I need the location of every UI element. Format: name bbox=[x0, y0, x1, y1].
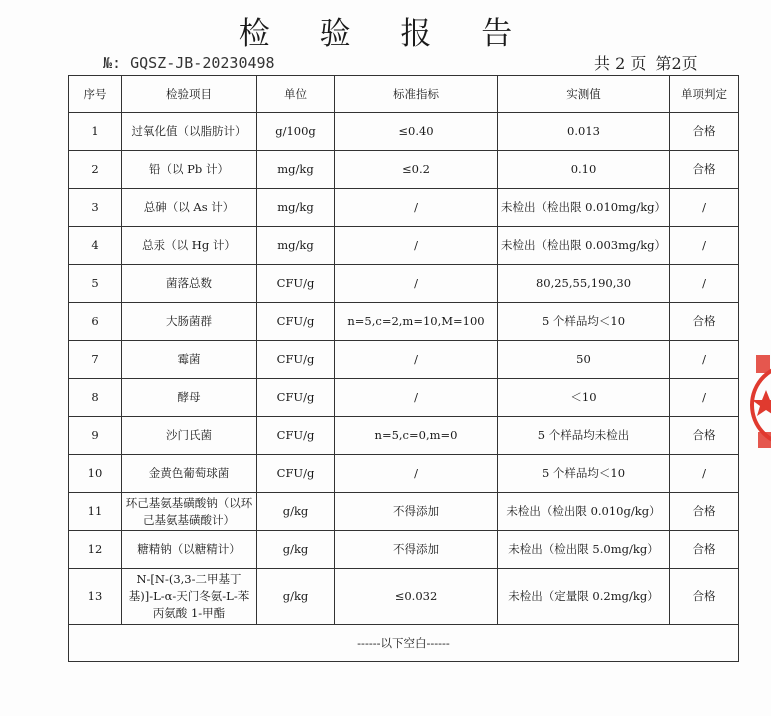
header-seq: 序号 bbox=[69, 76, 122, 113]
cell-item: N-[N-(3,3-二甲基丁基)]-L-α-天门冬氨-L-苯丙氨酸 1-甲酯 bbox=[122, 569, 257, 625]
table-row bbox=[69, 303, 739, 341]
current-page: 第2页 bbox=[655, 54, 698, 73]
cell-unit: CFU/g bbox=[257, 379, 335, 417]
cell-seq: 1 bbox=[69, 113, 122, 151]
cell-item: 铅（以 Pb 计） bbox=[122, 151, 257, 189]
cell-judgment: 合格 bbox=[670, 417, 739, 455]
cell-unit: CFU/g bbox=[257, 455, 335, 493]
cell-seq: 9 bbox=[69, 417, 122, 455]
page-info bbox=[590, 51, 698, 74]
cell-judgment: / bbox=[670, 379, 739, 417]
cell-seq: 5 bbox=[69, 265, 122, 303]
header-unit: 单位 bbox=[257, 76, 335, 113]
cell-seq: 3 bbox=[69, 189, 122, 227]
cell-judgment: 合格 bbox=[670, 303, 739, 341]
cell-unit: g/100g bbox=[257, 113, 335, 151]
report-title: 检 验 报 告 bbox=[238, 16, 533, 52]
cell-judgment: / bbox=[670, 227, 739, 265]
cell-item: 霉菌 bbox=[122, 341, 257, 379]
cell-item: 沙门氏菌 bbox=[122, 417, 257, 455]
cell-item: 总砷（以 As 计） bbox=[122, 189, 257, 227]
cell-unit: g/kg bbox=[257, 493, 335, 531]
cell-unit: mg/kg bbox=[257, 227, 335, 265]
table-row bbox=[69, 151, 739, 189]
cell-standard: / bbox=[335, 455, 498, 493]
cell-seq: 10 bbox=[69, 455, 122, 493]
cell-standard: / bbox=[335, 379, 498, 417]
cell-measured: 0.013 bbox=[498, 113, 670, 151]
header-measured: 实测值 bbox=[498, 76, 670, 113]
cell-judgment: 合格 bbox=[670, 113, 739, 151]
table-row bbox=[69, 227, 739, 265]
cell-seq: 6 bbox=[69, 303, 122, 341]
cell-judgment: 合格 bbox=[670, 493, 739, 531]
cell-item: 环己基氨基磺酸钠（以环己基氨基磺酸计） bbox=[122, 493, 257, 531]
cell-measured: 未检出（检出限 0.010mg/kg） bbox=[498, 189, 670, 227]
cell-measured: 未检出（检出限 0.003mg/kg） bbox=[498, 227, 670, 265]
cell-judgment: / bbox=[670, 455, 739, 493]
cell-standard: n=5,c=0,m=0 bbox=[335, 417, 498, 455]
total-pages: 共 2 页 bbox=[594, 54, 647, 73]
cell-standard: / bbox=[335, 341, 498, 379]
cell-judgment: / bbox=[670, 265, 739, 303]
cell-seq: 11 bbox=[69, 493, 122, 531]
table-row bbox=[69, 493, 739, 531]
cell-measured: 未检出（定量限 0.2mg/kg） bbox=[498, 569, 670, 625]
table-row bbox=[69, 417, 739, 455]
cell-unit: g/kg bbox=[257, 569, 335, 625]
cell-measured: 未检出（检出限 5.0mg/kg） bbox=[498, 531, 670, 569]
cell-standard: / bbox=[335, 227, 498, 265]
red-seal-stamp bbox=[750, 340, 771, 470]
report-number-label: №: bbox=[103, 54, 122, 72]
cell-standard: / bbox=[335, 265, 498, 303]
cell-standard: 不得添加 bbox=[335, 531, 498, 569]
table-row bbox=[69, 569, 739, 625]
cell-seq: 7 bbox=[69, 341, 122, 379]
report-number-value: GQSZ-JB-20230498 bbox=[130, 54, 275, 72]
cell-judgment: / bbox=[670, 341, 739, 379]
table-end-row bbox=[69, 625, 739, 662]
end-note: ------以下空白------ bbox=[69, 625, 739, 662]
cell-item: 过氧化值（以脂肪计） bbox=[122, 113, 257, 151]
header-item: 检验项目 bbox=[122, 76, 257, 113]
table-row bbox=[69, 189, 739, 227]
cell-unit: mg/kg bbox=[257, 189, 335, 227]
cell-measured: 5 个样品均＜10 bbox=[498, 303, 670, 341]
header-standard: 标准指标 bbox=[335, 76, 498, 113]
cell-item: 酵母 bbox=[122, 379, 257, 417]
cell-judgment: 合格 bbox=[670, 151, 739, 189]
table-row bbox=[69, 531, 739, 569]
cell-measured: ＜10 bbox=[498, 379, 670, 417]
cell-judgment: / bbox=[670, 189, 739, 227]
cell-measured: 80,25,55,190,30 bbox=[498, 265, 670, 303]
inspection-table bbox=[68, 75, 739, 662]
cell-item: 糖精钠（以糖精计） bbox=[122, 531, 257, 569]
table-row bbox=[69, 265, 739, 303]
cell-seq: 2 bbox=[69, 151, 122, 189]
cell-measured: 5 个样品均＜10 bbox=[498, 455, 670, 493]
cell-judgment: 合格 bbox=[670, 569, 739, 625]
table-header-row bbox=[69, 76, 739, 113]
cell-standard: ≤0.032 bbox=[335, 569, 498, 625]
cell-judgment: 合格 bbox=[670, 531, 739, 569]
report-number bbox=[103, 54, 275, 72]
cell-standard: ≤0.2 bbox=[335, 151, 498, 189]
cell-item: 菌落总数 bbox=[122, 265, 257, 303]
cell-measured: 未检出（检出限 0.010g/kg） bbox=[498, 493, 670, 531]
cell-measured: 0.10 bbox=[498, 151, 670, 189]
cell-standard: / bbox=[335, 189, 498, 227]
cell-item: 大肠菌群 bbox=[122, 303, 257, 341]
cell-standard: ≤0.40 bbox=[335, 113, 498, 151]
cell-seq: 4 bbox=[69, 227, 122, 265]
cell-unit: mg/kg bbox=[257, 151, 335, 189]
cell-measured: 50 bbox=[498, 341, 670, 379]
table-row bbox=[69, 113, 739, 151]
cell-seq: 13 bbox=[69, 569, 122, 625]
cell-unit: CFU/g bbox=[257, 417, 335, 455]
cell-standard: 不得添加 bbox=[335, 493, 498, 531]
table-row bbox=[69, 341, 739, 379]
cell-unit: CFU/g bbox=[257, 341, 335, 379]
cell-unit: CFU/g bbox=[257, 265, 335, 303]
cell-measured: 5 个样品均未检出 bbox=[498, 417, 670, 455]
header-judgment: 单项判定 bbox=[670, 76, 739, 113]
cell-standard: n=5,c=2,m=10,M=100 bbox=[335, 303, 498, 341]
cell-item: 金黄色葡萄球菌 bbox=[122, 455, 257, 493]
cell-seq: 8 bbox=[69, 379, 122, 417]
cell-unit: g/kg bbox=[257, 531, 335, 569]
table-row bbox=[69, 379, 739, 417]
cell-unit: CFU/g bbox=[257, 303, 335, 341]
cell-seq: 12 bbox=[69, 531, 122, 569]
table-row bbox=[69, 455, 739, 493]
cell-item: 总汞（以 Hg 计） bbox=[122, 227, 257, 265]
